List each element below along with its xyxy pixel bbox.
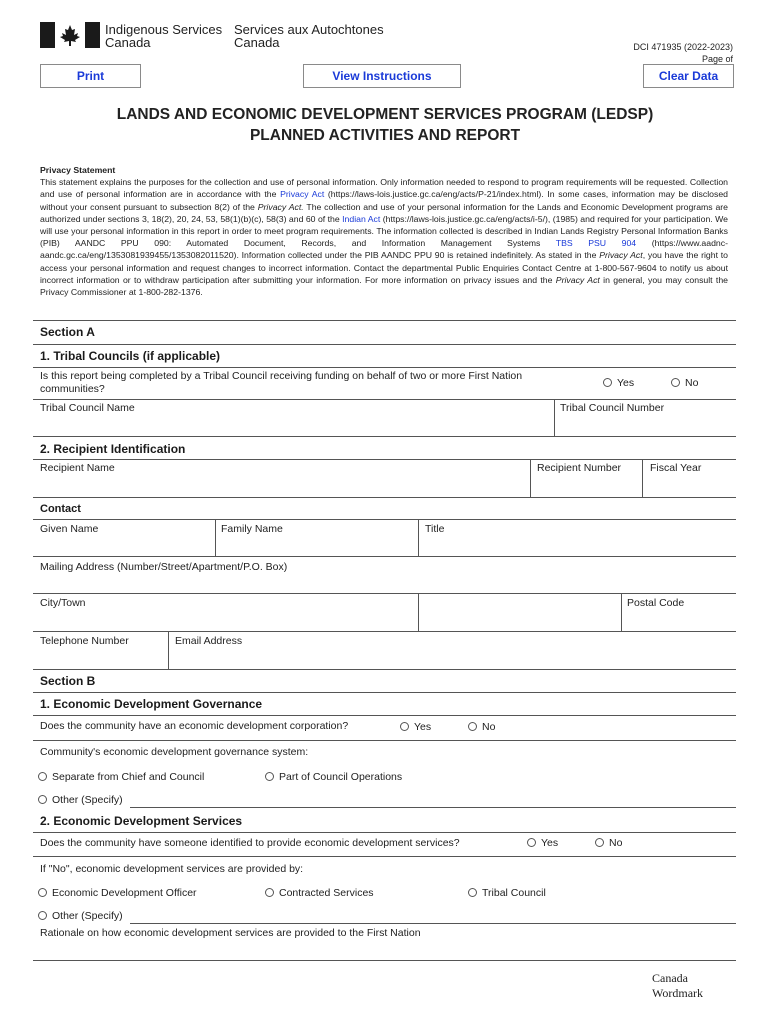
view-instructions-button[interactable]: View Instructions (303, 64, 461, 88)
radio-icon (38, 795, 47, 804)
divider (33, 593, 736, 594)
provider-officer-radio[interactable]: Economic Development Officer (38, 887, 197, 899)
divider (33, 960, 736, 961)
divider (554, 399, 555, 436)
other-specify-line[interactable] (130, 923, 736, 924)
governance-system-label: Community's economic development governance system: (40, 746, 309, 758)
radio-icon (603, 378, 612, 387)
governance-part-radio[interactable]: Part of Council Operations (265, 771, 402, 783)
provider-other-radio[interactable]: Other (Specify) (38, 910, 123, 922)
ed-services-yes-radio[interactable]: Yes (527, 837, 558, 849)
divider (33, 459, 736, 460)
contact-title: Contact (40, 503, 81, 515)
page-indicator: Page of (701, 54, 733, 64)
mailing-address-field[interactable]: Mailing Address (Number/Street/Apartment/P.O. Box) (40, 561, 288, 573)
radio-icon (527, 838, 536, 847)
governance-title: 1. Economic Development Governance (40, 697, 263, 711)
other-specify-line[interactable] (130, 807, 736, 808)
if-no-label: If "No", economic development services are provided by: (40, 863, 304, 875)
department-name-fr: Services aux Autochtones Canada (234, 22, 384, 50)
privacy-statement (40, 164, 728, 298)
fiscal-year-field[interactable]: Fiscal Year (650, 462, 702, 474)
radio-icon (468, 722, 477, 731)
city-town-field[interactable]: City/Town (40, 597, 86, 609)
radio-icon (265, 888, 274, 897)
ed-corporation-yes-radio[interactable]: Yes (400, 721, 431, 733)
ed-services-no-radio[interactable]: No (595, 837, 622, 849)
tribal-council-name-field[interactable]: Tribal Council Name (40, 402, 135, 414)
divider (33, 320, 736, 321)
rationale-field[interactable]: Rationale on how economic development services are provided to the First Nation (40, 927, 421, 939)
ed-corporation-no-radio[interactable]: No (468, 721, 495, 733)
print-button[interactable]: Print (40, 64, 141, 88)
divider (33, 556, 736, 557)
divider (168, 631, 169, 669)
recipient-identification-title: 2. Recipient Identification (40, 442, 186, 456)
radio-icon (38, 888, 47, 897)
divider (33, 497, 736, 498)
tribal-council-question: Is this report being completed by a Tribal Council receiving funding on behalf of two or more First Nation communities? (40, 370, 523, 395)
divider (33, 519, 736, 520)
section-a-title: Section A (40, 325, 95, 339)
divider (418, 593, 419, 631)
governance-other-radio[interactable]: Other (Specify) (38, 794, 123, 806)
tribal-yes-radio[interactable]: Yes (603, 377, 634, 389)
divider (33, 740, 736, 741)
ed-services-question: Does the community have someone identified to provide economic development services? (40, 837, 460, 849)
form-title: LANDS AND ECONOMIC DEVELOPMENT SERVICES PROGRAM (LEDSP) PLANNED ACTIVITIES AND REPORT (116, 106, 654, 144)
clear-data-button[interactable]: Clear Data (643, 64, 734, 88)
radio-icon (265, 772, 274, 781)
tbs-psu-link[interactable]: TBS PSU 904 (555, 238, 637, 249)
divider (33, 832, 736, 833)
indian-act-link[interactable]: Indian Act (342, 213, 381, 224)
radio-icon (595, 838, 604, 847)
recipient-name-field[interactable]: Recipient Name (40, 462, 115, 474)
governance-separate-radio[interactable]: Separate from Chief and Council (38, 771, 204, 783)
divider (33, 399, 736, 400)
document-number: DCI 471935 (2022-2023) Page of (633, 42, 733, 64)
radio-icon (38, 772, 47, 781)
divider (418, 519, 419, 556)
radio-icon (671, 378, 680, 387)
email-field[interactable]: Email Address (175, 635, 243, 647)
ed-corporation-question: Does the community have an economic development corporation? (40, 720, 349, 732)
divider (33, 669, 736, 670)
department-name-en: Indigenous Services Canada (105, 22, 223, 50)
divider (621, 593, 622, 631)
radio-icon (400, 722, 409, 731)
provider-contracted-radio[interactable]: Contracted Services (265, 887, 374, 899)
telephone-field[interactable]: Telephone Number (40, 635, 129, 647)
divider (33, 856, 736, 857)
tribal-council-number-field[interactable]: Tribal Council Number (560, 402, 665, 414)
divider (642, 459, 643, 497)
radio-icon (468, 888, 477, 897)
divider (33, 692, 736, 693)
divider (33, 715, 736, 716)
canada-flag-logo (40, 22, 100, 48)
provider-tribal-council-radio[interactable]: Tribal Council (468, 887, 546, 899)
divider (33, 631, 736, 632)
canada-wordmark: Canada Wordmark (652, 971, 704, 1000)
section-b-title: Section B (40, 674, 96, 688)
privacy-act-link[interactable]: Privacy Act (280, 189, 325, 200)
postal-code-field[interactable]: Postal Code (627, 597, 685, 609)
privacy-body: This statement explains the purposes for the collection and use of personal information. Only information needed to respond to program requirements will be requested. Collection and use of personal information are in accordance with the Privacy Act (https://laws-lois.justice.gc.ca/eng/acts/P-21/index.html). In some cases, information may be disclosed without your consent pursuant to subsection 8(2) of the Privacy Act. The collection and use of your personal information for the Lands and Economic Development programs are authorized under sections 3, 18(2), 20, 24, 53, 58(1)(b)(c), 58(3) and 60 of the Indian Act (https://laws-lois.justice.gc.ca/eng/acts/i-5/), (1985) and required for your participation. We will use your personal information in this report in order to meet program requirements. The information collected is described in Indian Lands Registry Personal Information Banks (PIB) AANDC PPU 090: Automated Document, Records, and Information Management Systems TBS PSU 904 (https://www.aadnc-aandc.gc.ca/eng/1353081939455/1353082011520). Information collected under the PIB AANDC PPU 90 is retained indefinitely. As stated in the Privacy Act, you have the right to access your personal information and request changes to incorrect information. Contact the departmental Public Enquiries Contact Centre at 1-800-567-9604 to notify us about incorrect information or to withdraw participation after submitting your information. For more information on privacy issues and the Privacy Act in general, you may consult the Privacy Commissioner at 1-800-282-1376. (40, 177, 729, 298)
ed-services-title: 2. Economic Development Services (40, 814, 243, 828)
divider (33, 367, 736, 368)
divider (33, 344, 736, 345)
tribal-no-radio[interactable]: No (671, 377, 698, 389)
title-field[interactable]: Title (425, 523, 445, 535)
radio-icon (38, 911, 47, 920)
divider (33, 436, 736, 437)
given-name-field[interactable]: Given Name (40, 523, 99, 535)
privacy-heading: Privacy Statement (40, 165, 116, 175)
tribal-councils-title: 1. Tribal Councils (if applicable) (40, 349, 221, 363)
recipient-number-field[interactable]: Recipient Number (537, 462, 622, 474)
family-name-field[interactable]: Family Name (221, 523, 283, 535)
divider (215, 519, 216, 556)
divider (530, 459, 531, 497)
